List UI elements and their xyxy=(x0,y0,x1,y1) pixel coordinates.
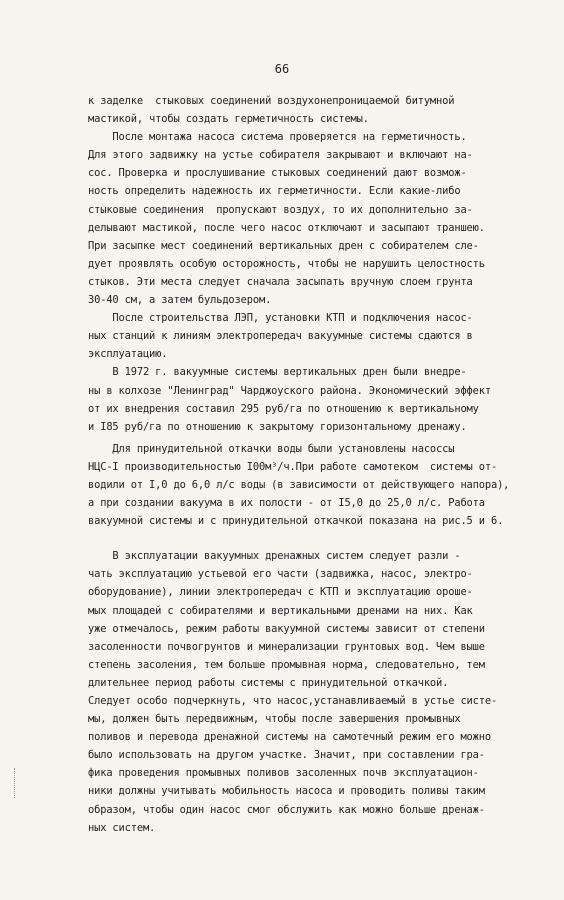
text-line: При засыпке мест соединений вертикальных дрен с собирателем сле- xyxy=(88,239,479,252)
text-line: НЦС-I производительностью I00м³/ч.При работе самотеком системы от- xyxy=(88,460,498,473)
text-line: ных станций к линиям электропередач вакуумные системы сдаются в xyxy=(88,330,473,343)
text-line: В эксплуатации вакуумных дренажных систем следует разли - xyxy=(88,550,461,563)
text-line: а при создании вакуума в их полости - от I5,0 до 25,0 л/с. Работа xyxy=(88,497,485,510)
text-line: степень засоления, тем больше промывная норма, следовательно, тем xyxy=(88,658,485,671)
text-line: от их внедрения составил 295 руб/га по отношению к вертикальному xyxy=(88,402,479,415)
text-line: было использовать на другом участке. Значит, при составлении гра- xyxy=(88,749,485,762)
text-line: к заделке стыковых соединений воздухонепроницаемой битумной xyxy=(88,95,455,107)
paragraph xyxy=(88,128,538,309)
text-line: Для принудительной откачки воды были установлены насоссы xyxy=(88,442,455,455)
page-number: 66 xyxy=(274,62,290,76)
text-line: уже отмечалось, режим работы вакуумной системы зависит от степени xyxy=(88,622,485,635)
text-line: Для этого задвижку на устье собирателя закрывают и включают на- xyxy=(88,149,473,162)
paragraph-gap xyxy=(88,530,538,547)
text-line: образом, чтобы один насос смог обслужить как можно больше дренаж- xyxy=(88,803,485,816)
text-line: стыковые соединения пропускают воздух, то их дополнительно за- xyxy=(88,203,473,216)
text-line: ность определить надежность их герметичности. Если какие-либо xyxy=(88,185,461,198)
paragraph xyxy=(88,440,538,530)
text-line: дует проявлять особую осторожность, чтобы не нарушить целостность xyxy=(88,257,485,270)
text-line: Следует особо подчеркнуть, что насос,устанавливаемый в устье систе- xyxy=(88,695,498,707)
paragraph xyxy=(88,363,538,435)
text-line: мастикой, чтобы создать герметичность системы. xyxy=(88,113,369,126)
margin-scan-mark xyxy=(14,768,16,798)
text-line: ники должны учитывать мобильность насоса и проводить поливы таким xyxy=(88,785,485,798)
paragraph xyxy=(88,92,538,128)
text-line: ных систем. xyxy=(88,821,156,834)
text-line: В 1972 г. вакуумные системы вертикальных дрен были внедре- xyxy=(88,366,467,379)
paragraph xyxy=(88,547,538,837)
text-line: ны в колхозе "Ленинград" Чарджоуского района. Экономический эффект xyxy=(88,384,491,397)
text-line: чать эксплуатацию устьевой его части (задвижка, насос, электро- xyxy=(88,568,473,581)
text-line: сос. Проверка и прослушивание стыковых соединений дают возмож- xyxy=(88,167,467,180)
text-line: вакуумной системы и с принудительной откачкой показана на рис.5 и 6. xyxy=(88,515,504,528)
text-line: и I85 руб/га по отношению к закрытому горизонтальному дренажу. xyxy=(88,420,467,433)
text-line: оборудование), линии электропередач с КТП и эксплуатацию ороше- xyxy=(88,586,473,599)
text-line: 30-40 см, а затем бульдозером. xyxy=(88,294,272,307)
text-line: мы, должен быть передвижным, чтобы после завершения промывных xyxy=(88,713,461,726)
text-line: эксплуатацию. xyxy=(88,348,168,361)
text-line: водили от I,0 до 6,0 л/с воды (в зависимости от действующего напора), xyxy=(88,478,510,491)
text-line: мых площадей с собирателями и вертикальными дренами на них. Как xyxy=(88,604,473,617)
text-line: стыков. Эти места следует сначала засыпать вручную слоем грунта xyxy=(88,275,473,288)
text-line: После строительства ЛЭП, установки КТП и подключения насос- xyxy=(88,312,473,325)
text-line: длительнее период работы системы с принудительной откачкой. xyxy=(88,676,449,689)
text-line: После монтажа насоса система проверяется на герметичность. xyxy=(88,131,467,144)
text-line: засоленности почвогрунтов и минерализации грунтовых вод. Чем выше xyxy=(88,640,485,653)
document-body xyxy=(88,92,538,837)
text-line: делывают мастикой, после чего насос отключают и засыпают траншею. xyxy=(88,221,485,234)
text-line: поливов и перевода дренажной системы на самотечный режим его можно xyxy=(88,731,491,744)
paragraph xyxy=(88,309,538,363)
text-line: фика проведения промывных поливов засоленных почв эксплуатацион- xyxy=(88,767,479,780)
